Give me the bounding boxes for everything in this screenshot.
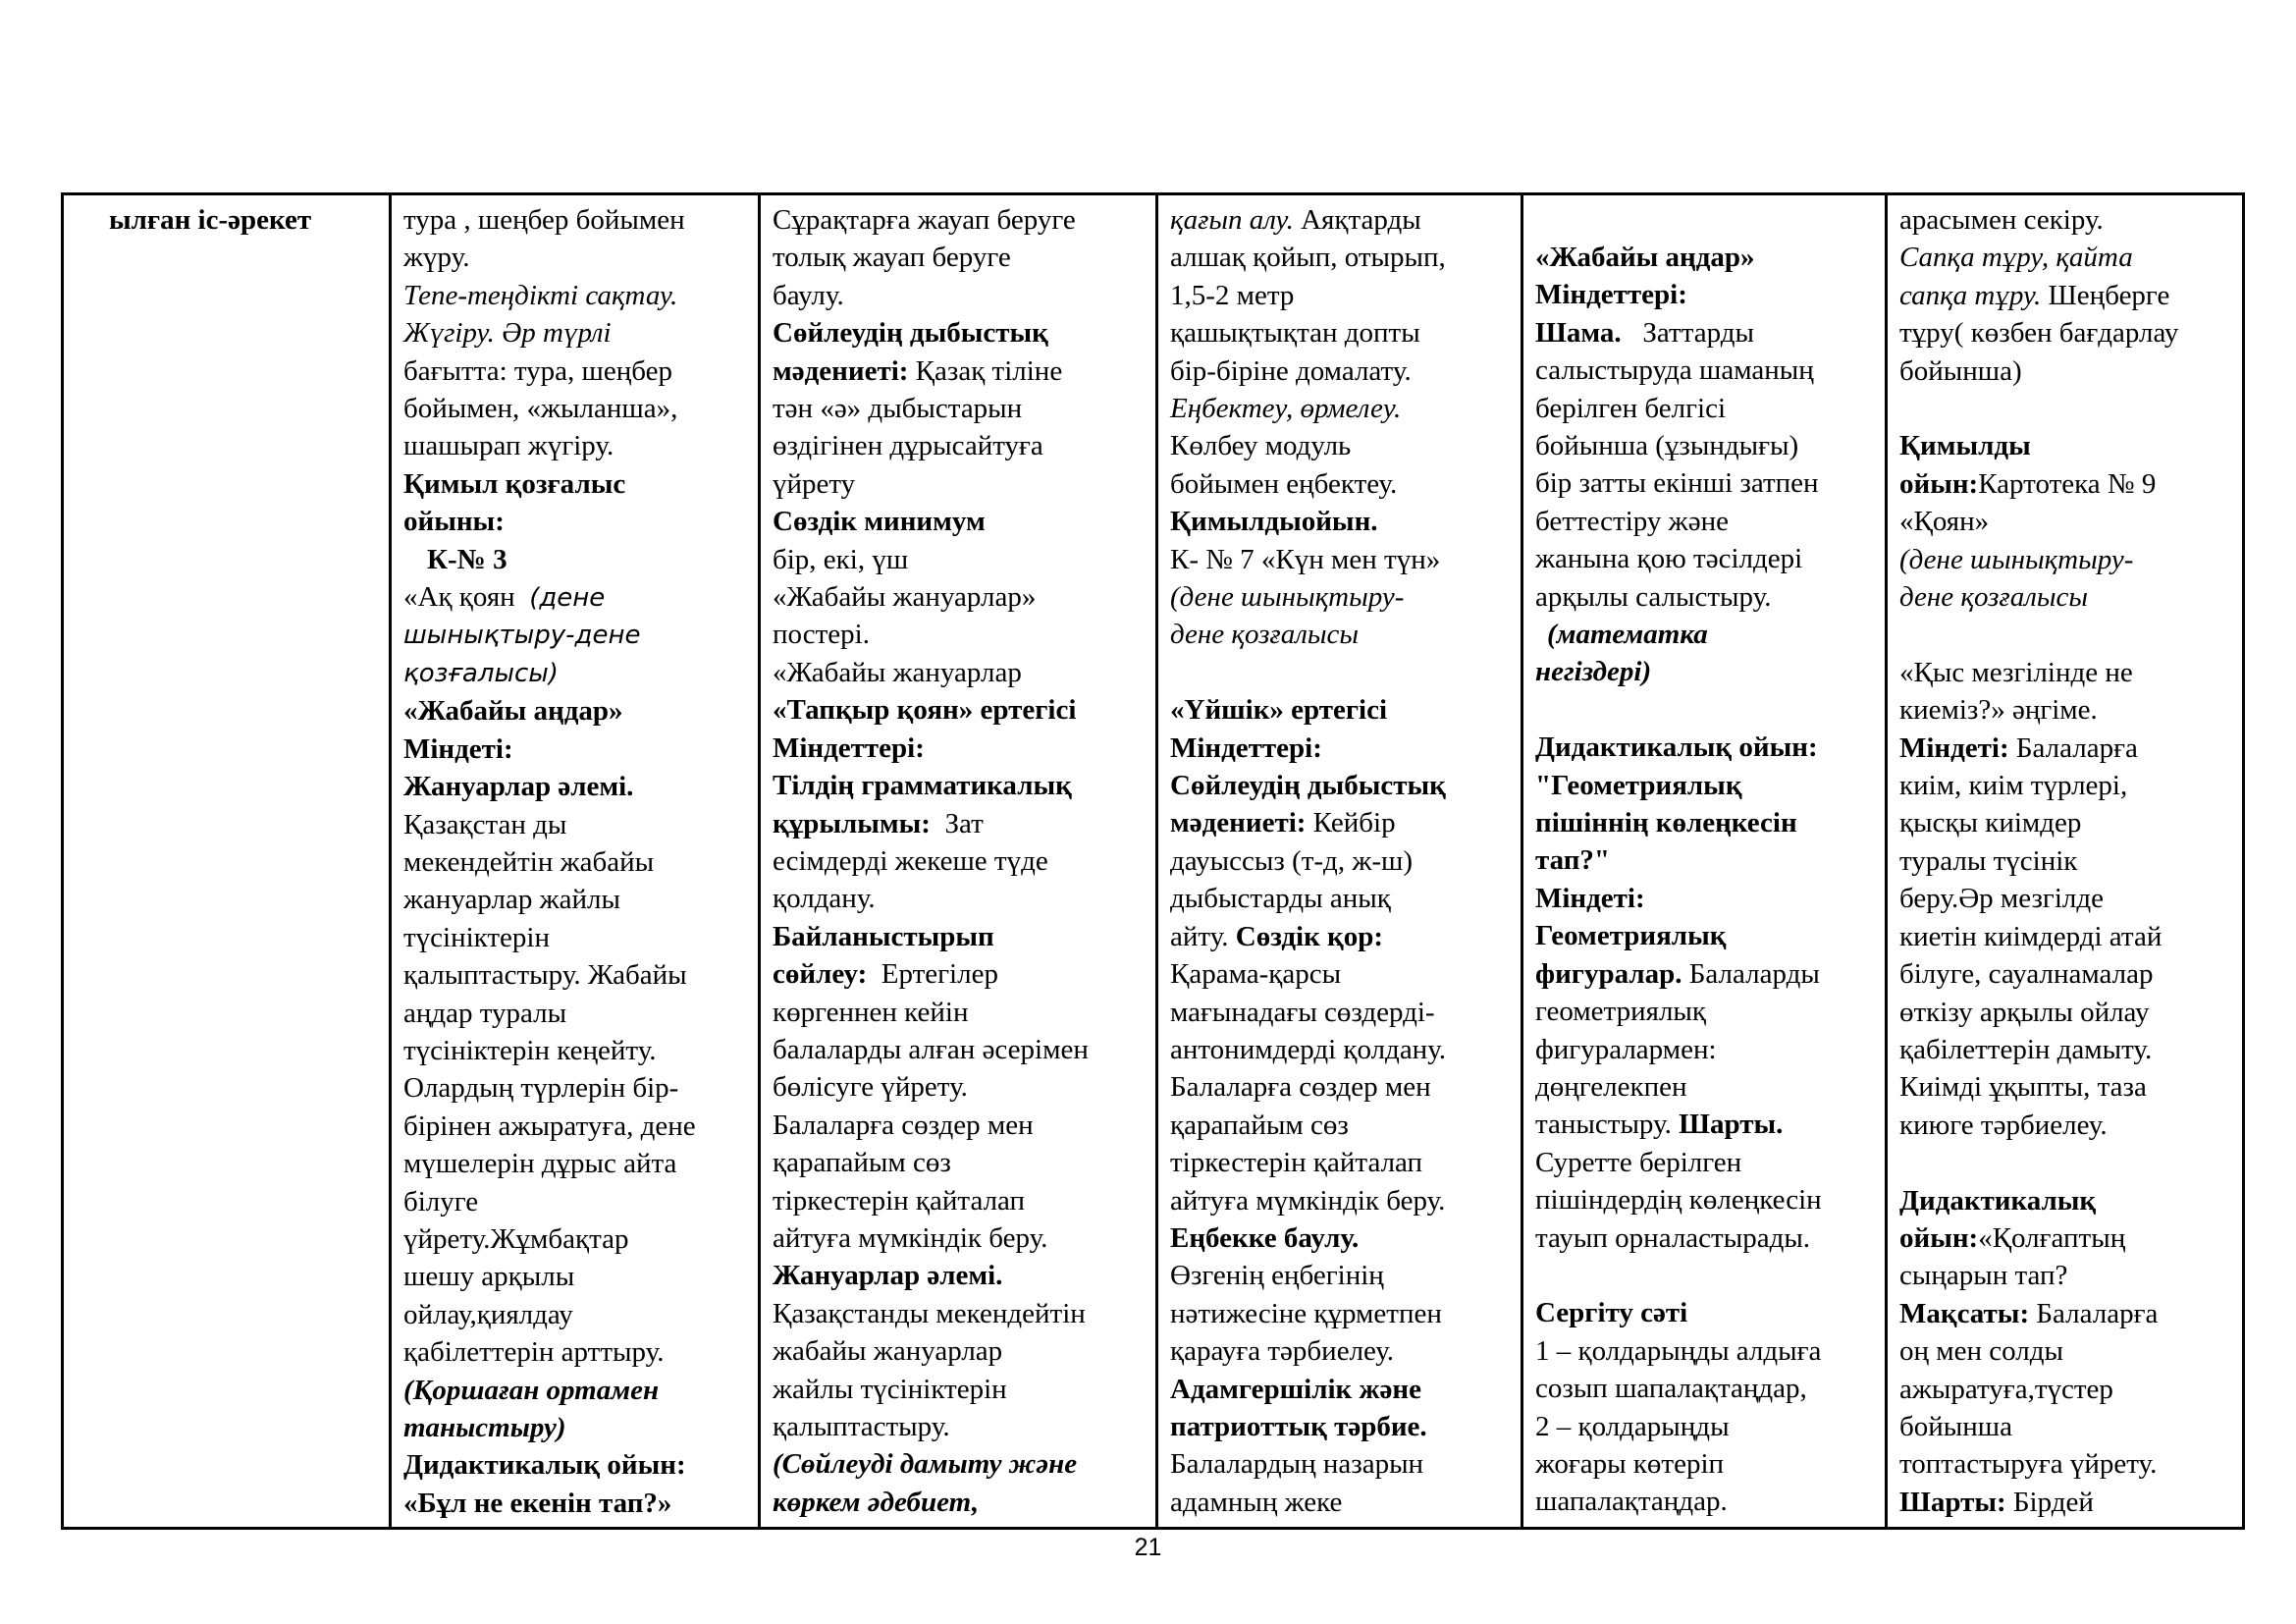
blank-line [1899, 390, 2232, 427]
text-line: қарапайым сөз [1170, 1109, 1349, 1141]
text-line: арқылы салыстыру. [1535, 580, 1772, 613]
text-line: білуге, сауалнамалар [1899, 958, 2154, 991]
text-line: бойынша (ұзындығы) [1535, 430, 1799, 462]
text-line: патриоттық тәрбие. [1170, 1410, 1427, 1442]
text-line: тән «ә» дыбыстарын [773, 393, 1023, 425]
text-line: түсініктерін кеңейту. [403, 1034, 657, 1066]
text-line: есімдерді жекеше түде [773, 844, 1048, 877]
text-line: бойынша [1899, 1410, 2012, 1442]
page-number: 21 [1134, 1534, 1162, 1561]
text-line: қалыптастыру. [773, 1411, 950, 1442]
text-line: тап?" [1535, 844, 1611, 877]
blank-line [1535, 691, 1875, 729]
text-line: көргеннен кейін [773, 996, 969, 1028]
text-line: беттестіру және [1535, 505, 1729, 537]
text-line: білуге [403, 1185, 479, 1218]
text-line: шешу арқылы [403, 1261, 575, 1293]
text-line: жануарлар жайлы [403, 884, 621, 916]
text-line: дауыссыз (т-д, ж-ш) [1170, 844, 1413, 877]
table-row [63, 194, 2244, 1529]
text-line: Сапқа тұру, қайта [1899, 242, 2133, 274]
text-line: мағынадағы сөздерді- [1170, 996, 1435, 1028]
text-line: Міндеттері: [773, 731, 925, 764]
text-line: 2 – қолдарыңды [1535, 1410, 1730, 1442]
text-line: «Жабайы жануарлар» [773, 581, 1037, 614]
text-line: Сергіту сәті [1535, 1297, 1688, 1329]
text-line: жабайы жануарлар [773, 1335, 1003, 1368]
text-line: ойыны: [403, 506, 505, 538]
wednesday-cell [1157, 194, 1522, 1529]
text-line: Балаларға сөздер мен [1170, 1071, 1431, 1104]
text-line: тіркестерін қайталап [773, 1184, 1026, 1217]
text-line: К- № 7 «Күн мен түн» [1170, 543, 1441, 575]
text-line: Жануарлар әлемі. [403, 771, 634, 803]
text-line: антонимдерді қолдану. [1170, 1033, 1447, 1065]
text-line: шынықтыру-дене [403, 621, 641, 651]
text-line: арасымен секіру. [1899, 204, 2104, 236]
text-line: Киімді ұқыпты, таза [1899, 1071, 2147, 1104]
thursday-cell [1522, 194, 1887, 1529]
text-line: шапалақтаңдар. [1535, 1486, 1728, 1518]
text-line: (Қоршаған ортамен [403, 1374, 660, 1406]
text-line: толық жауап беруге [773, 242, 1011, 274]
text-line: киім, киім түрлері, [1899, 770, 2128, 802]
tuesday-cell [760, 194, 1157, 1529]
text-line: нәтижесіне құрметпен [1170, 1297, 1442, 1329]
text-line: бір, екі, үш [773, 543, 909, 575]
text-line: Қимылды [1899, 430, 2031, 462]
text-line: жоғары көтеріп [1535, 1447, 1725, 1480]
text-line: айтуға мүмкіндік беру. [1170, 1184, 1446, 1217]
text-line: «Жабайы жануарлар [773, 656, 1022, 688]
text-line: жүру. [403, 242, 470, 274]
text-line: сапқа тұру. Шеңберге [1899, 279, 2170, 311]
text-line: мәдениеті: Қазақ тіліне [773, 354, 1063, 387]
text-line: тауып орналастырады. [1535, 1221, 1811, 1254]
blank-line [1170, 654, 1511, 691]
text-line: Еңбектеу, өрмелеу. [1170, 393, 1402, 425]
text-line: дөңгелекпен [1535, 1070, 1687, 1103]
text-line: беру.Әр мезгілде [1899, 883, 2104, 915]
text-line: таныстыру. Шарты. [1535, 1109, 1784, 1141]
text-line: Суретте берілген [1535, 1146, 1742, 1178]
text-line: Шарты: Бірдей [1899, 1486, 2094, 1518]
text-line: бойымен еңбектеу. [1170, 467, 1398, 500]
text-line: Өзгенің еңбегінің [1170, 1260, 1384, 1292]
text-line: киетін киімдерді атай [1899, 920, 2163, 952]
text-line: сөйлеу: Ертегілер [773, 958, 998, 991]
text-line: құрылымы: Зат [773, 807, 984, 839]
text-line: берілген белгісі [1535, 392, 1727, 424]
text-line: Дидактикалық [1899, 1184, 2097, 1217]
text-line: Сөйлеудің дыбыстық [773, 317, 1048, 350]
text-line: К-№ 3 [427, 543, 507, 575]
activity-type-label: ылған іс-әрекет [109, 204, 312, 236]
text-line: жанына қою тәсілдері [1535, 543, 1803, 575]
text-line: адамның жеке [1170, 1486, 1343, 1518]
text-line: пішіндердің көлеңкесін [1535, 1184, 1822, 1217]
text-line: аңдар туралы [403, 997, 567, 1029]
monday-cell [391, 194, 760, 1529]
text-line: Міндеті: [1535, 882, 1645, 914]
text-line: Шама. Заттарды [1535, 316, 1754, 349]
text-line: туралы түсінік [1899, 844, 2078, 877]
text-line: Қазақстан ды [403, 808, 567, 840]
text-line: бағытта: тура, шеңбер [403, 354, 673, 387]
text-line: Дидактикалық ойын: [1535, 731, 1818, 764]
text-line: 1,5-2 метр [1170, 279, 1295, 311]
text-line: қолдану. [773, 883, 876, 915]
text-line: «Ақ қоян (дене [403, 581, 606, 614]
text-line: бойымен, «жыланша», [403, 393, 678, 425]
text-line: сыңарын тап? [1899, 1260, 2068, 1292]
text-line: Дидактикалық ойын: [403, 1449, 686, 1482]
blank-line [1899, 1144, 2232, 1181]
text-line: тұру( көзбен бағдарлау [1899, 317, 2179, 350]
text-line: Сұрақтарға жауап беруге [773, 204, 1076, 236]
text-line: «Қоян» [1899, 506, 1990, 538]
text-line: созып шапалақтаңдар, [1535, 1373, 1807, 1405]
text-line: қалыптастыру. Жабайы [403, 959, 687, 992]
text-line: Еңбекке баулу. [1170, 1221, 1360, 1254]
text-line: Көлбеу модуль [1170, 430, 1352, 462]
text-line: бірінен ажыратуға, дене [403, 1110, 696, 1142]
text-line: қабілеттерін арттыру. [403, 1336, 665, 1369]
text-line: шашырап жүгіру. [403, 430, 614, 462]
text-line: Міндеті: [403, 732, 513, 765]
text-line: фигуралар. Балаларды [1535, 957, 1820, 990]
blank-line [1535, 1257, 1875, 1294]
text-line: мекендейтін жабайы [403, 845, 655, 878]
text-line: фигуралармен: [1535, 1033, 1717, 1065]
text-line: Жануарлар әлемі. [773, 1260, 1003, 1292]
text-line: өткізу арқылы ойлау [1899, 996, 2150, 1028]
text-line: тіркестерін қайталап [1170, 1147, 1423, 1179]
text-line: 1 – қолдарыңды алдыға [1535, 1334, 1822, 1367]
text-line: бір затты екінші затпен [1535, 467, 1819, 500]
text-line: Жүгіру. Әр түрлі [403, 317, 612, 350]
text-line: түсініктерін [403, 921, 551, 953]
text-line: тура , шеңбер бойымен [403, 204, 685, 236]
friday-cell [1887, 194, 2244, 1529]
text-line: Мақсаты: Балаларға [1899, 1297, 2159, 1329]
text-line: бөлісуге үйрету. [773, 1071, 968, 1104]
text-line: Олардың түрлерін бір- [403, 1072, 679, 1105]
text-line: Міндеті: Балаларға [1899, 731, 2138, 764]
text-line: ажыратуға,түстер [1899, 1373, 2113, 1405]
text-line: Қарама-қарсы [1170, 958, 1342, 991]
text-line: айтуға мүмкіндік беру. [773, 1221, 1048, 1254]
text-line: таныстыру) [403, 1412, 566, 1443]
text-line: қарапайым сөз [773, 1147, 951, 1179]
text-line: Міндеттері: [1170, 731, 1322, 764]
text-line: киеміз?» әңгіме. [1899, 694, 2098, 727]
text-line: қағып алу. Аяқтарды [1170, 204, 1421, 236]
text-line: өздігінен дұрысайтуға [773, 430, 1043, 462]
text-line: (математка [1547, 619, 1708, 651]
text-line: жайлы түсініктерін [773, 1373, 1007, 1405]
text-line: Қазақстанды мекендейтін [773, 1297, 1086, 1329]
text-line: ойын:Картотека № 9 [1899, 467, 2157, 500]
text-line: Балаларға сөздер мен [773, 1109, 1034, 1141]
text-line: Қимылдыойын. [1170, 506, 1378, 538]
text-line: қысқы киімдер [1899, 807, 2082, 839]
text-line: «Жабайы аңдар» [1535, 242, 1755, 273]
text-line: Сөйлеудің дыбыстық [1170, 770, 1446, 802]
text-line: Тілдің грамматикалық [773, 770, 1072, 802]
text-line: (дене шынықтыру- [1170, 581, 1405, 614]
text-line: пішіннің көлеңкесін [1535, 807, 1797, 839]
text-line: Міндеттері: [1535, 279, 1687, 311]
text-line: Тепе-теңдікті сақтау. [403, 279, 678, 311]
text-line: «Тапқыр қоян» ертегісі [773, 694, 1077, 727]
text-line: «Үйшік» ертегісі [1170, 694, 1388, 727]
text-line: алшақ қойып, отырып, [1170, 242, 1446, 274]
text-line: постері. [773, 619, 870, 651]
text-line: геометриялық [1535, 996, 1706, 1028]
text-line: негіздері) [1535, 656, 1652, 688]
text-line: "Геометриялық [1535, 769, 1742, 801]
text-line: топтастыруға үйрету. [1899, 1448, 2158, 1481]
text-line: бойынша) [1899, 354, 2022, 387]
text-line: Қимыл қозғалыс [403, 467, 626, 500]
text-line: үйрету.Жұмбақтар [403, 1222, 629, 1255]
text-line: ойын:«Қолғаптың [1899, 1221, 2126, 1254]
text-line: оң мен солды [1899, 1335, 2063, 1368]
text-line: балаларды алған әсерімен [773, 1033, 1089, 1065]
text-line: үйрету [773, 467, 856, 500]
text-line: Байланыстырып [773, 920, 994, 952]
text-line: Адамгершілік және [1170, 1373, 1421, 1405]
text-line: айту. Сөздік қор: [1170, 920, 1384, 952]
text-line: «Қыс мезгілінде не [1899, 656, 2133, 688]
text-line: қозғалысы) [403, 658, 559, 688]
text-line: «Жабайы аңдар» [403, 695, 623, 728]
text-line: ойлау,қиялдау [403, 1298, 573, 1330]
text-line: мүшелерін дұрыс айта [403, 1148, 677, 1180]
text-line: Геометриялық [1535, 920, 1727, 952]
text-line: (дене шынықтыру- [1899, 543, 2134, 575]
text-line: дыбыстарды анық [1170, 883, 1391, 915]
text-line: баулу. [773, 279, 844, 311]
text-line: (Сөйлеуді дамыту және [773, 1448, 1078, 1481]
text-line: мәдениеті: Кейбір [1170, 807, 1396, 839]
text-line: қабілеттерін дамыту. [1899, 1033, 2153, 1065]
text-line: Сөздік минимум [773, 506, 986, 538]
text-line: «Бұл не екенін тап?» [403, 1487, 672, 1519]
text-line: салыстыруда шаманың [1535, 354, 1814, 387]
text-line: дене қозғалысы [1899, 581, 2089, 614]
activity-type-cell [63, 194, 391, 1529]
text-line: көркем әдебиет, [773, 1486, 980, 1518]
text-line: бір-біріне домалату. [1170, 354, 1412, 387]
text-line: қарауға тәрбиелеу. [1170, 1335, 1395, 1368]
text-line: дене қозғалысы [1170, 619, 1360, 651]
text-line: киюге тәрбиелеу. [1899, 1109, 2108, 1141]
text-line: Балалардың назарын [1170, 1448, 1424, 1481]
blank-line [1899, 616, 2232, 653]
text-line: қашықтықтан допты [1170, 317, 1420, 350]
lesson-plan-table [61, 192, 2245, 1530]
